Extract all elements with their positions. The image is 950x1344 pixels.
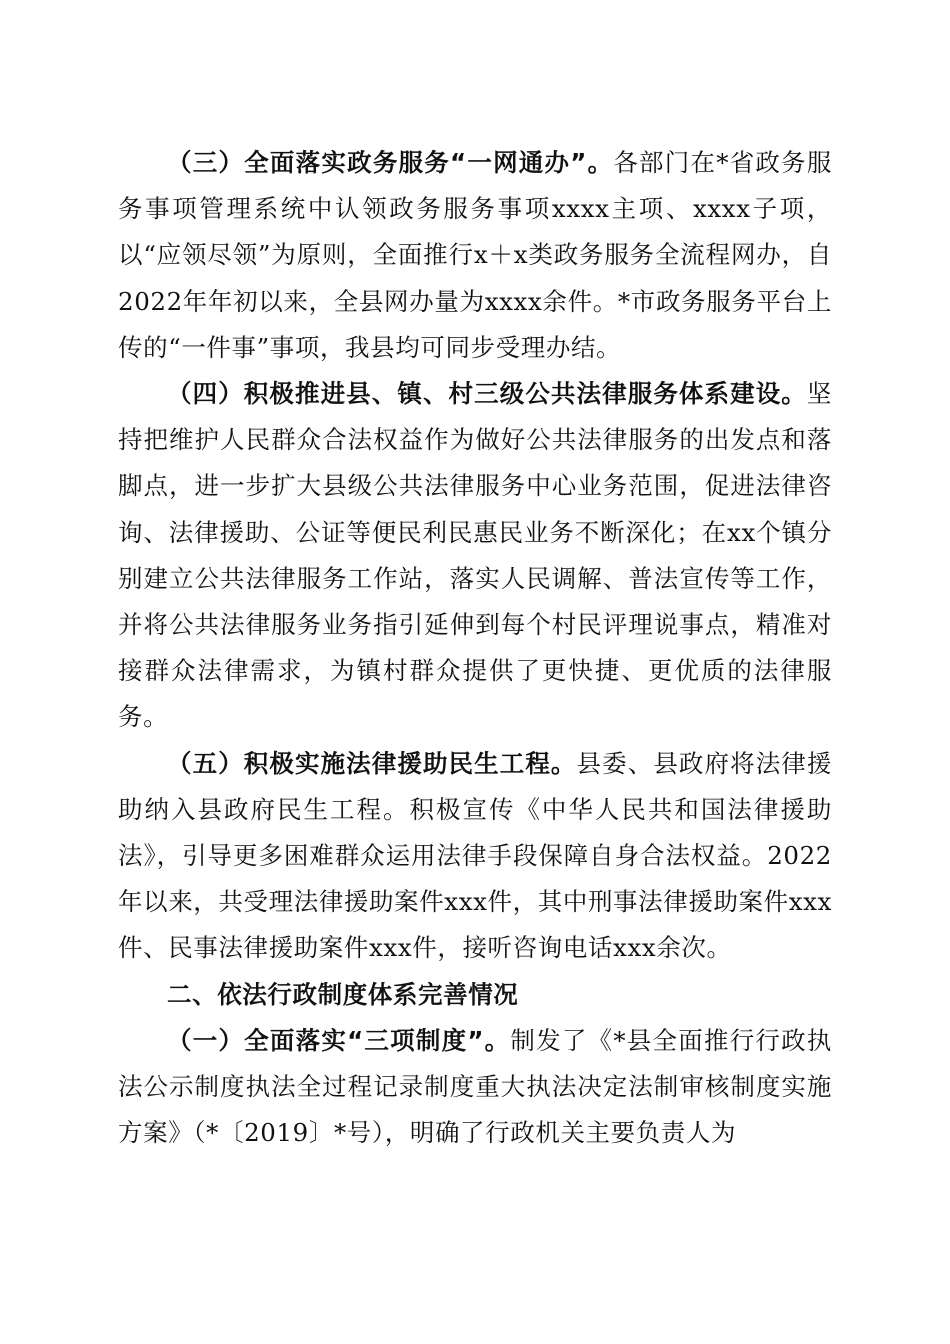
paragraph-one-body: 制发了《*县全面推行行政执法公示制度执法全过程记录制度重大执法决定法制审核制度实施方案》（*〔2019〕*号），明确了行政机关主要负责人为 — [118, 1025, 832, 1148]
paragraph-five — [118, 741, 832, 972]
paragraph-four-body: 坚持把维护人民群众合法权益作为做好公共法律服务的出发点和落脚点，进一步扩大县级公共法律服务中心业务范围，促进法律咨询、法律援助、公证等便民利民惠民业务不断深化；在xx个镇分别建立公共法律服务工作站，落实人民调解、普法宣传等工作，并将公共法律服务业务指引延伸到每个村民评理说事点，精准对接群众法律需求，为镇村群众提供了更快捷、更优质的法律服务。 — [118, 379, 832, 732]
paragraph-one-lead: （一）全面落实“三项制度”。 — [167, 1025, 511, 1055]
section-heading: 二、依法行政制度体系完善情况 — [167, 979, 519, 1009]
paragraph-three — [118, 140, 832, 371]
document-page — [118, 140, 832, 1156]
paragraph-one — [118, 1018, 832, 1157]
paragraph-five-body: 县委、县政府将法律援助纳入县政府民生工程。积极宣传《中华人民共和国法律援助法》，引导更多困难群众运用法律手段保障自身合法权益。2022年以来，共受理法律援助案件xxx件，其中刑事法律援助案件xxx件、民事法律援助案件xxx件，接听咨询电话xxx余次。 — [118, 748, 832, 963]
paragraph-three-lead: （三）全面落实政务服务“一网通办”。 — [167, 148, 614, 177]
paragraph-four-lead: （四）积极推进县、镇、村三级公共法律服务体系建设。 — [167, 379, 807, 409]
paragraph-five-lead: （五）积极实施法律援助民生工程。 — [167, 748, 577, 778]
paragraph-four — [118, 371, 832, 741]
paragraph-three-body: 各部门在*省政务服务事项管理系统中认领政务服务事项xxxx主项、xxxx子项，以“应领尽领”为原则，全面推行x＋x类政务服务全流程网办，自2022年年初以来，全县网办量为xxxx余件。*市政务服务平台上传的“一件事”事项，我县均可同步受理办结。 — [118, 148, 832, 362]
